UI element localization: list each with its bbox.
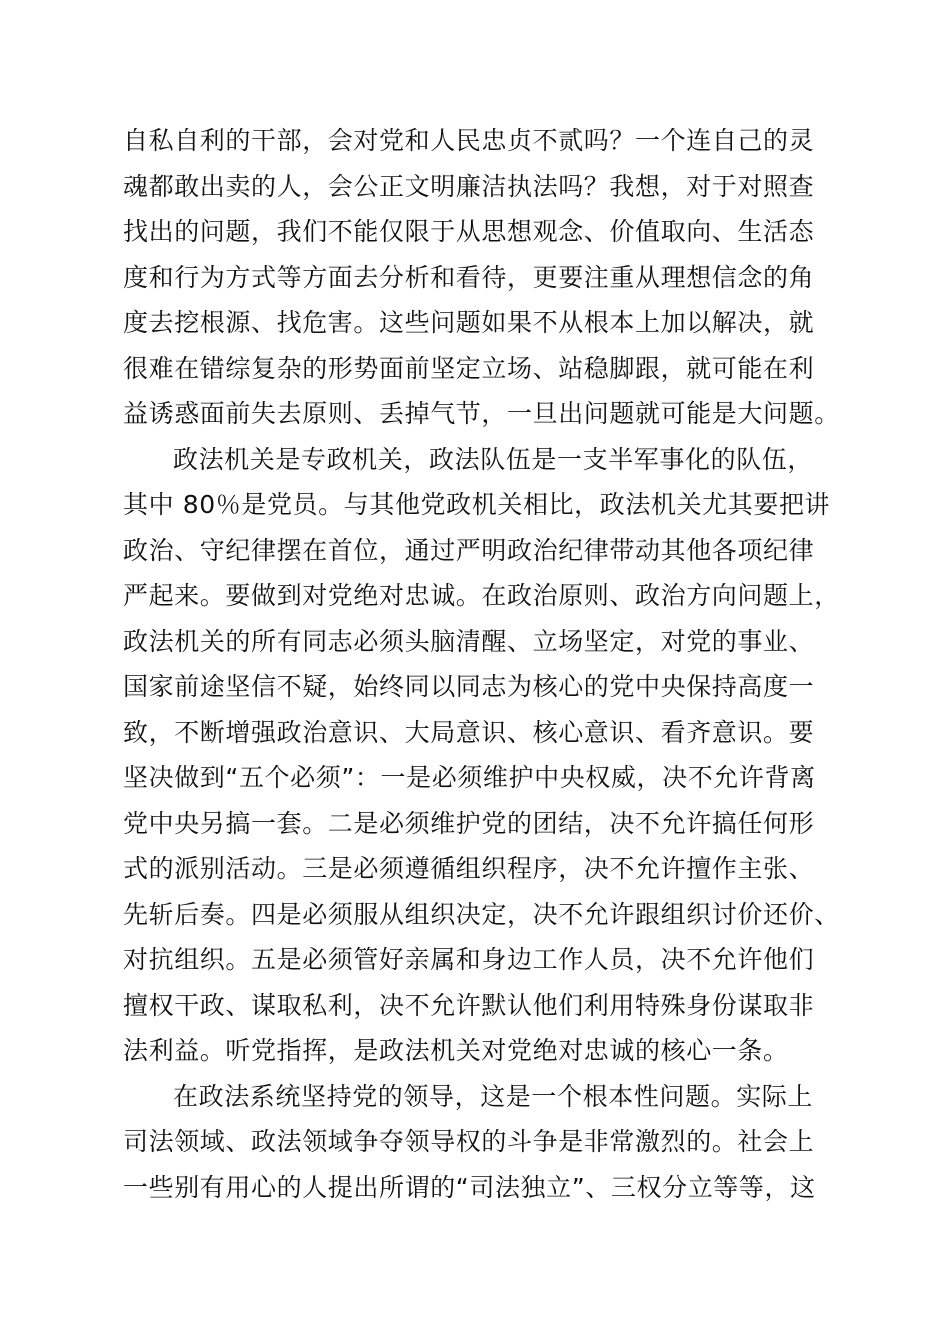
paragraph-1-line-3: 找出的问题，我们不能仅限于从思想观念、价值取向、生活态	[123, 217, 815, 246]
paragraph-2-line-14: 法利益。听党指挥，是政法机关对党绝对忠诚的核心一条。	[123, 1036, 789, 1065]
paragraph-3-line-2: 司法领域、政法领域争夺领导权的斗争是非常激烈的。社会上	[123, 1127, 815, 1156]
paragraph-2-line-10: 式的派别活动。三是必须遵循组织程序，决不允许擅作主张、	[123, 854, 815, 883]
paragraph-2-line-9: 党中央另搞一套。二是必须维护党的团结，决不允许搞任何形	[123, 809, 815, 838]
paragraph-2-line-8: 坚决做到“五个必须”：一是必须维护中央权威，决不允许背离	[123, 763, 816, 792]
paragraph-3-line-1: 在政法系统坚持党的领导，这是一个根本性问题。实际上	[173, 1082, 814, 1111]
paragraph-2-line-3: 政治、守纪律摆在首位，通过严明政治纪律带动其他各项纪律	[123, 536, 815, 565]
paragraph-1-line-6: 很难在错综复杂的形势面前坚定立场、站稳脚跟，就可能在利	[123, 354, 815, 383]
paragraph-2-line-11: 先斩后奏。四是必须服从组织决定，决不允许跟组织讨价还价、	[123, 900, 840, 929]
paragraph-2-line-4: 严起来。要做到对党绝对忠诚。在政治原则、政治方向问题上，	[123, 581, 840, 610]
paragraph-2-line-12: 对抗组织。五是必须管好亲属和身边工作人员，决不允许他们	[123, 945, 815, 974]
paragraph-1-line-7: 益诱惑面前失去原则、丢掉气节，一旦出问题就可能是大问题。	[123, 399, 840, 428]
paragraph-2-line-5: 政法机关的所有同志必须头脑清醒、立场坚定，对党的事业、	[123, 627, 815, 656]
paragraph-1-line-2: 魂都敢出卖的人，会公正文明廉洁执法吗？我想，对于对照查	[123, 172, 815, 201]
paragraph-1-line-4: 度和行为方式等方面去分析和看待，更要注重从理想信念的角	[123, 263, 815, 292]
paragraph-1-line-5: 度去挖根源、找危害。这些问题如果不从根本上加以解决，就	[123, 308, 815, 337]
paragraph-2-line-13: 擅权干政、谋取私利，决不允许默认他们利用特殊身份谋取非	[123, 991, 815, 1020]
paragraph-3-line-3: 一些别有用心的人提出所谓的“司法独立”、三权分立等等，这	[123, 1173, 816, 1202]
paragraph-2-line-7: 致，不断增强政治意识、大局意识、核心意识、看齐意识。要	[123, 718, 815, 747]
paragraph-2-line-1: 政法机关是专政机关，政法队伍是一支半军事化的队伍，	[173, 445, 814, 474]
paragraph-2-line-2: 其中 80％是党员。与其他党政机关相比，政法机关尤其要把讲	[123, 490, 831, 519]
paragraph-2-line-6: 国家前途坚信不疑，始终同以同志为核心的党中央保持高度一	[123, 672, 815, 701]
paragraph-1-line-1: 自私自利的干部，会对党和人民忠贞不贰吗？一个连自己的灵	[123, 126, 815, 155]
